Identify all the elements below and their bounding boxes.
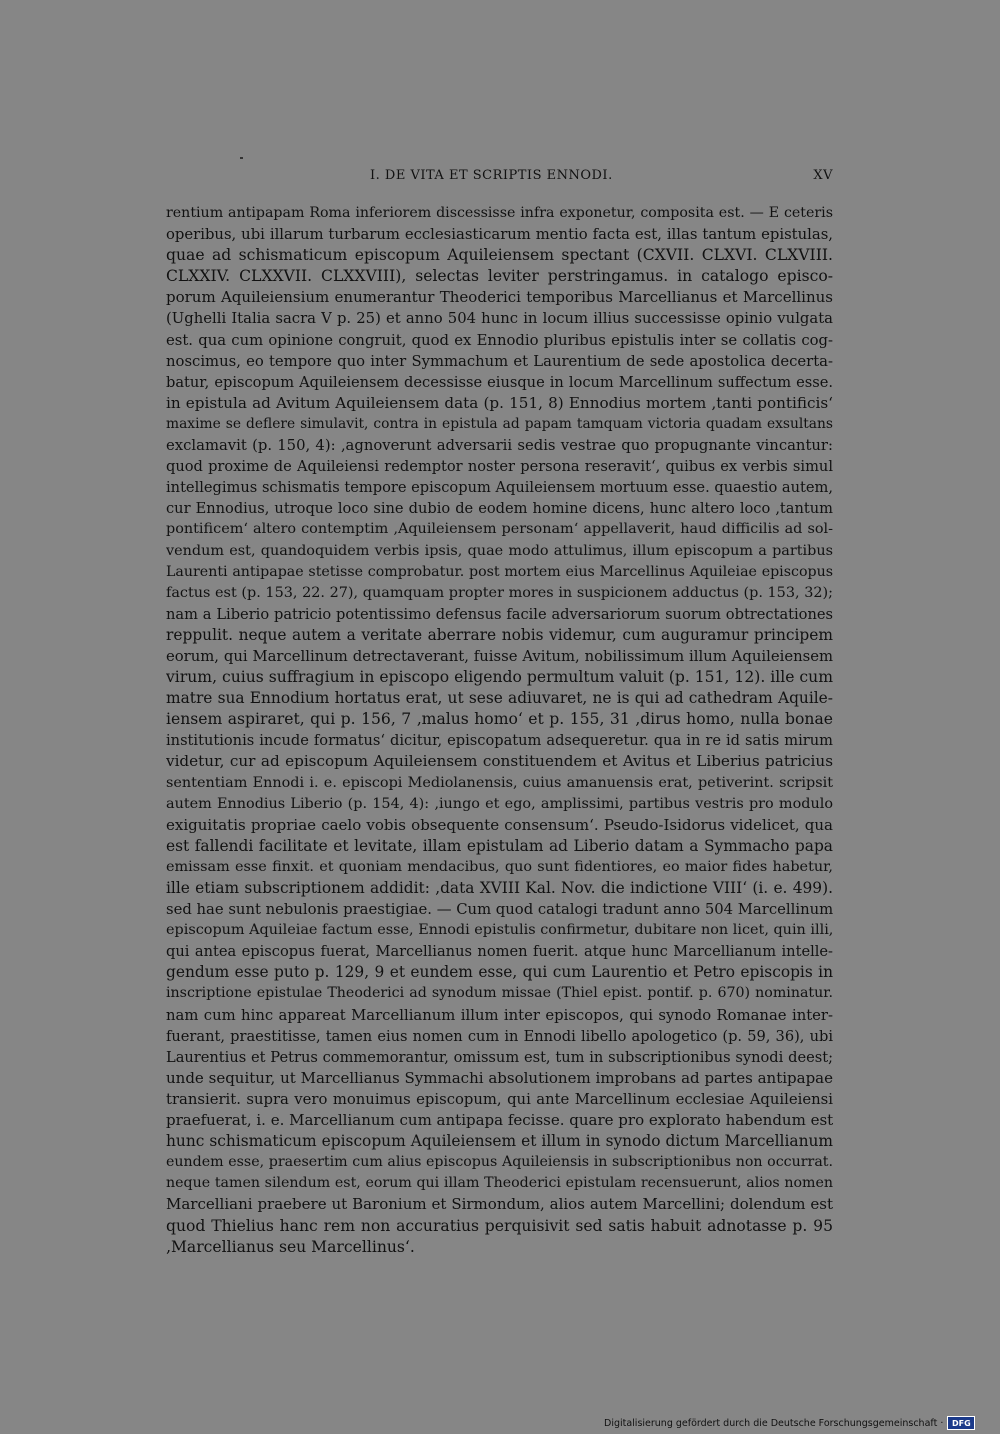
footer-credit xyxy=(604,1415,975,1431)
text-line: quae ad schismaticum episcopum Aquileiensem spectant (CXVII. CLXVI. CLXVIII. xyxy=(166,246,833,265)
text-line: ille etiam subscriptionem addidit: ‚data XVIII Kal. Nov. die indictione VIII‘ (i. e. 499). xyxy=(166,879,833,897)
text-line: intellegimus schismatis tempore episcopum Aquileiensem mortuum esse. quaestio autem, xyxy=(166,479,833,497)
text-line: rentium antipapam Roma inferiorem discessisse infra exponetur, composita est. — E ceteris xyxy=(166,205,833,221)
text-line: porum Aquileiensium enumerantur Theoderici temporibus Marcellianus et Marcellinus xyxy=(166,288,833,307)
text-line: batur, episcopum Aquileiensem decessisse eiusque in locum Marcellinum suffectum esse. xyxy=(166,373,833,391)
text-line: unde sequitur, ut Marcellianus Symmachi absolutionem improbans ad partes antipapae xyxy=(166,1068,833,1087)
text-line: CLXXIV. CLXXVII. CLXXVIII), selectas leviter perstringamus. in catalogo episco- xyxy=(166,267,833,286)
text-line: virum, cuius suffragium in episcopo eligendo permultum valuit (p. 151, 12). ille cum xyxy=(166,668,833,687)
footer-credit-text: Digitalisierung gefördert durch die Deutsche Forschungsgemeinschaft · xyxy=(604,1417,944,1429)
text-line: autem Ennodius Liberio (p. 154, 4): ‚iungo et ego, amplissimi, partibus vestris pro modulo xyxy=(166,795,833,812)
text-line: (Ughelli Italia sacra V p. 25) et anno 504 hunc in locum illius successisse opinio vulgata xyxy=(166,310,833,328)
text-line: episcopum Aquileiae factum esse, Ennodi epistulis confirmetur, dubitare non licet, quin illi, xyxy=(166,922,833,939)
text-line: praefuerat, i. e. Marcellianum cum antipapa fecisse. quare pro explorato habendum est xyxy=(166,1111,833,1130)
text-line: eorum, qui Marcellinum detrectaverant, fuisse Avitum, nobilissimum illum Aquileiensem xyxy=(166,647,833,665)
body-text xyxy=(166,203,833,1258)
running-header xyxy=(166,168,833,188)
text-line: exiguitatis propriae caelo vobis obsequente consensum‘. Pseudo-Isidorus videlicet, qua xyxy=(166,815,833,834)
text-line: est fallendi facilitate et levitate, illam epistulam ad Liberio datam a Symmacho papa xyxy=(166,836,833,855)
text-line: nam cum hinc appareat Marcellianum illum inter episcopos, qui synodo Romanae inter- xyxy=(166,1006,833,1024)
dfg-logo[interactable]: DFG xyxy=(947,1416,975,1430)
text-line: sed hae sunt nebulonis praestigiae. — Cum quod catalogi tradunt anno 504 Marcellinum xyxy=(166,901,833,919)
text-line: nam a Liberio patricio potentissimo defensus facile adversariorum suorum obtrectationes xyxy=(166,605,833,623)
text-line: gendum esse puto p. 129, 9 et eundem esse, qui cum Laurentio et Petro episcopis in xyxy=(166,963,833,982)
text-line: noscimus, eo tempore quo inter Symmachum et Laurentium de sede apostolica decerta- xyxy=(166,352,833,370)
text-line: qui antea episcopus fuerat, Marcellianus nomen fuerit. atque hunc Marcellianum intelle- xyxy=(166,943,833,961)
text-line: matre sua Ennodium hortatus erat, ut sese adiuvaret, ne is qui ad cathedram Aquile- xyxy=(166,689,833,708)
text-line: hunc schismaticum episcopum Aquileiensem et illum in synodo dictum Marcellianum xyxy=(166,1132,833,1151)
text-line: sententiam Ennodi i. e. episcopi Mediolanensis, cuius amanuensis erat, petiverint. scripsit xyxy=(166,774,833,791)
text-line: cur Ennodius, utroque loco sine dubio de eodem homine dicens, hunc altero loco ‚tantum xyxy=(166,500,833,518)
text-line: factus est (p. 153, 22. 27), quamquam propter mores in suspicionem adductus (p. 153, 32); xyxy=(166,584,833,601)
page-number: XV xyxy=(813,168,833,183)
text-line: inscriptione epistulae Theoderici ad synodum missae (Thiel epist. pontif. p. 670) nominatur. xyxy=(166,985,833,1002)
running-title: I. DE VITA ET SCRIPTIS ENNODI. xyxy=(370,168,613,183)
text-line: est. qua cum opinione congruit, quod ex Ennodio pluribus epistulis inter se collatis cog- xyxy=(166,331,833,349)
text-line: Marcelliani praebere ut Baronium et Sirmondum, alios autem Marcellini; dolendum est xyxy=(166,1195,833,1214)
text-line: Laurenti antipapae stetisse comprobatur. post mortem eius Marcellinus Aquileiae episcopus xyxy=(166,563,833,580)
text-line: ‚Marcellianus seu Marcellinus‘. xyxy=(166,1237,415,1256)
text-line: emissam esse finxit. et quoniam mendacibus, quo sunt fidentiores, eo maior fides habetur, xyxy=(166,858,833,875)
text-line: videtur, cur ad episcopum Aquileiensem constituendem et Avitus et Liberius patricius xyxy=(166,752,833,771)
text-line: transierit. supra vero monuimus episcopum, qui ante Marcellinum ecclesiae Aquileiensi xyxy=(166,1090,833,1108)
text-line: neque tamen silendum est, eorum qui illam Theoderici epistulam recensuerunt, alios nomen xyxy=(166,1175,833,1192)
text-line: operibus, ubi illarum turbarum ecclesiasticarum mentio facta est, illas tantum epistulas, xyxy=(166,226,833,244)
text-line: quod proxime de Aquileiensi redemptor noster persona reseravit‘, quibus ex verbis simul xyxy=(166,458,833,476)
scan-mark xyxy=(240,157,243,159)
text-line: fuerant, praestitisse, tamen eius nomen cum in Ennodi libello apologetico (p. 59, 36), ubi xyxy=(166,1027,833,1045)
text-line: in epistula ad Avitum Aquileiensem data (p. 151, 8) Ennodius mortem ‚tanti pontificis‘ xyxy=(166,393,833,412)
text-line: quod Thielius hanc rem non accuratius perquisivit sed satis habuit adnotasse p. 95 xyxy=(166,1216,833,1235)
text-line: reppulit. neque autem a veritate aberrare nobis videmur, cum auguramur principem xyxy=(166,625,833,644)
text-line: pontificem‘ altero contemptim ‚Aquileiensem personam‘ appellaverit, haud difficilis ad sol- xyxy=(166,521,833,538)
text-line: exclamavit (p. 150, 4): ‚agnoverunt adversarii sedis vestrae quo propugnante vincantur: xyxy=(166,437,833,455)
text-line: vendum est, quandoquidem verbis ipsis, quae modo attulimus, illum episcopum a partibus xyxy=(166,542,833,559)
text-line: Laurentius et Petrus commemorantur, omissum est, tum in subscriptionibus synodi deest; xyxy=(166,1048,833,1066)
text-line: maxime se deflere simulavit, contra in epistula ad papam tamquam victoria quadam exsultans xyxy=(166,415,833,432)
text-line: institutionis incude formatus‘ dicitur, episcopatum adsequeretur. qua in re id satis mirum xyxy=(166,732,833,750)
text-line: eundem esse, praesertim cum alius episcopus Aquileiensis in subscriptionibus non occurrat. xyxy=(166,1154,833,1171)
text-line: iensem aspiraret, qui p. 156, 7 ‚malus homo‘ et p. 155, 31 ‚dirus homo, nulla bonae xyxy=(166,710,833,729)
